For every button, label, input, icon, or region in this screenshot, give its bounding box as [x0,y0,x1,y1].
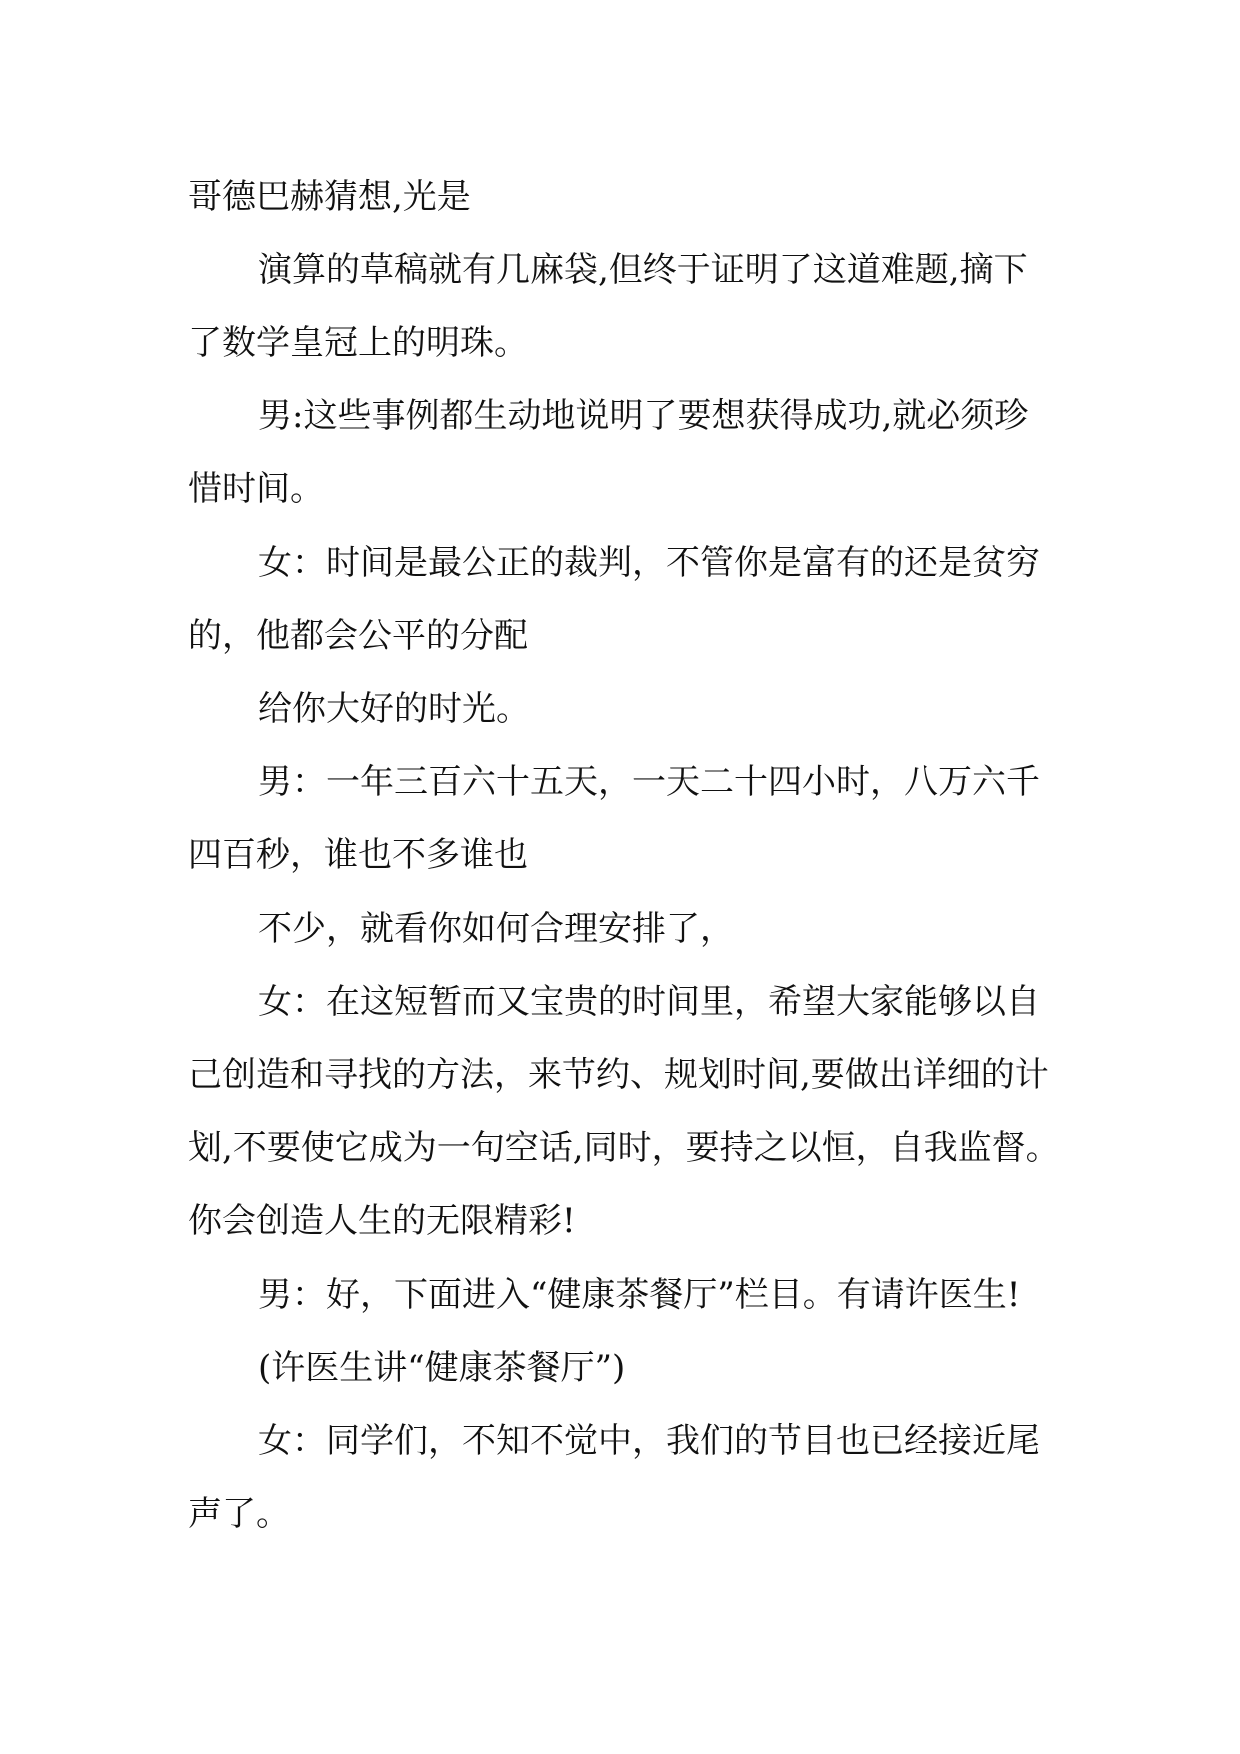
text-line-18: 女：同学们，不知不觉中，我们的节目也已经接近尾 [258,1421,1040,1461]
text-line-16: 男：好，下面进入“健康茶餐厅”栏目。有请许医生! [258,1275,1021,1315]
text-line-14: 划,不要使它成为一句空话,同时，要持之以恒，自我监督。 [188,1128,1060,1168]
text-line-19: 声了。 [188,1494,290,1534]
text-line-7: 的，他都会公平的分配 [188,616,528,656]
text-line-12: 女：在这短暂而又宝贵的时间里，希望大家能够以自 [258,982,1040,1022]
text-line-4: 男:这些事例都生动地说明了要想获得成功,就必须珍 [258,396,1029,436]
text-line-13: 己创造和寻找的方法，来节约、规划时间,要做出详细的计 [188,1055,1049,1095]
text-line-5: 惜时间。 [188,469,324,509]
text-line-17: (许医生讲“健康茶餐厅”) [258,1348,626,1388]
text-line-11: 不少，就看你如何合理安排了， [258,909,734,949]
text-line-15: 你会创造人生的无限精彩! [188,1201,576,1241]
text-line-2: 演算的草稿就有几麻袋,但终于证明了这道难题,摘下 [258,250,1028,290]
text-line-8: 给你大好的时光。 [258,689,530,729]
text-line-3: 了数学皇冠上的明珠。 [188,323,528,363]
text-line-1: 哥德巴赫猜想,光是 [188,177,471,217]
text-line-9: 男：一年三百六十五天，一天二十四小时，八万六千 [258,762,1040,802]
text-line-10: 四百秒，谁也不多谁也 [188,835,528,875]
text-line-6: 女：时间是最公正的裁判，不管你是富有的还是贫穷 [258,543,1040,583]
